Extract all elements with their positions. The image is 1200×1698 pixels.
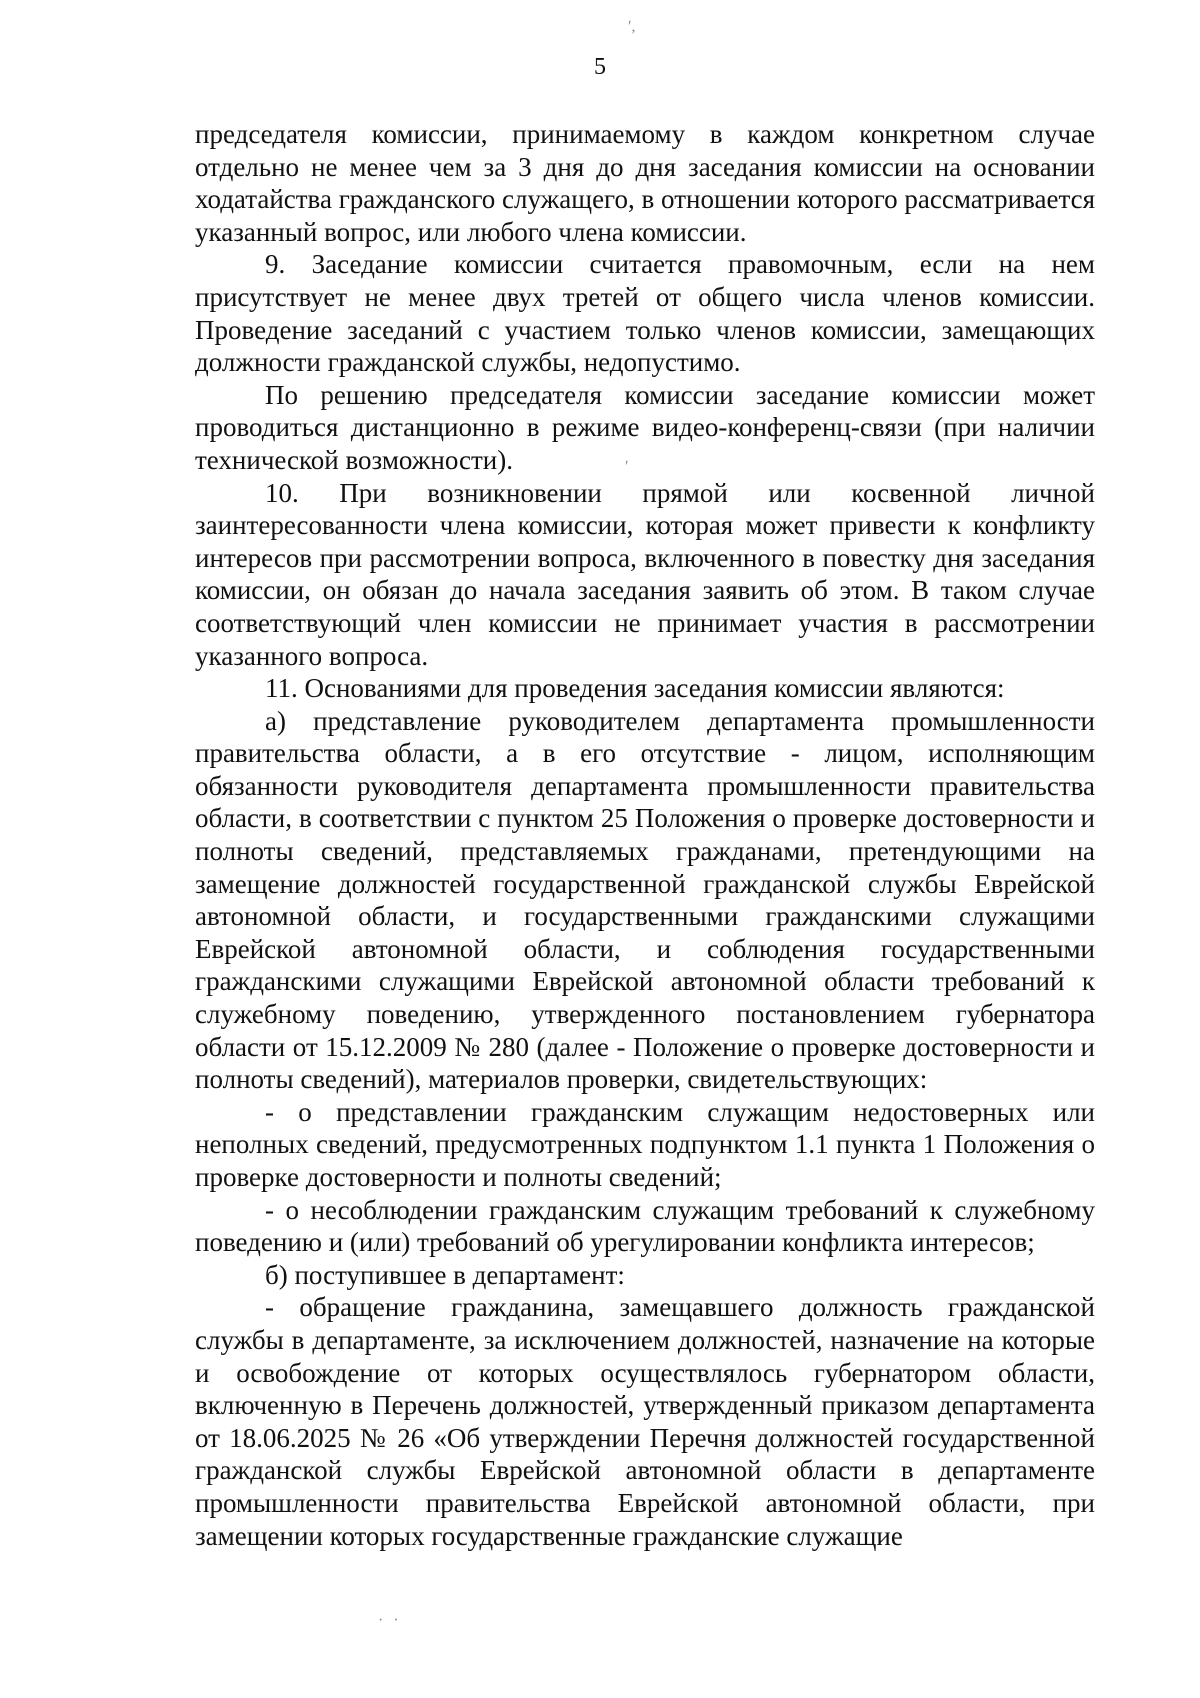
paragraph-item-11: 11. Основаниями для проведения заседания комиссии являются:	[265, 673, 1005, 704]
paragraph-bullet-inaccurate-info: - о представлении гражданским служащим недостоверных или неполных сведений, предусмотренных подпунктом 1.1 пункта 1 Положения о проверке достоверности и полноты сведений;	[195, 1096, 1095, 1192]
paragraph-item-10: 10. При возникновении прямой или косвенной личной заинтересованности члена комиссии, которая может привести к конфликту интересов при рассмотрении вопроса, включенного в повестку дня заседания комиссии, он обязан до начала заседания заявить об этом. В таком случае соответствующий член комиссии не принимает участия в рассмотрении указанного вопроса.	[195, 477, 1095, 671]
page-number: 5	[594, 54, 606, 80]
paragraph-continuation: председателя комиссии, принимаемому в каждом конкретном случае отдельно не менее чем за 3 дня до дня заседания комиссии на основании ходатайства гражданского служащего, в отношении которого рассматривается указанный вопрос, или любого члена комиссии.	[195, 119, 1095, 247]
paragraph-subitem-b: б) поступившее в департамент:	[265, 1259, 625, 1290]
scan-artifact: ʹ,	[628, 18, 636, 35]
scan-artifact: ʹ	[625, 458, 629, 475]
paragraph-bullet-conduct-violation: - о несоблюдении гражданским служащим требований к служебному поведению и (или) требований об урегулировании конфликта интересов;	[195, 1194, 1095, 1258]
document-body	[195, 118, 1095, 1552]
paragraph-bullet-citizen-appeal: - обращение гражданина, замещавшего должность гражданской службы в департаменте, за исключением должностей, назначение на которые и освобождение от которых осуществлялось губернатором области, включенную в Перечень должностей, утвержденный приказом департамента от 18.06.2025 № 26 «Об утверждении Перечня должностей государственной гражданской службы Еврейской автономной области в департаменте промышленности правительства Еврейской автономной области, при замещении которых государственные гражданские служащие	[195, 1292, 1095, 1551]
paragraph-item-9: 9. Заседание комиссии считается правомочным, если на нем присутствует не менее двух третей от общего числа членов комиссии. Проведение заседаний с участием только членов комиссии, замещающих должности гражданской службы, недопустимо.	[195, 249, 1095, 378]
scan-artifact: · ·	[378, 1612, 402, 1629]
paragraph-remote-meeting: По решению председателя комиссии заседание комиссии может проводиться дистанционно в режиме видео-конференц-связи (при наличии технической возможности).	[195, 379, 1095, 475]
paragraph-subitem-a: а) представление руководителем департамента промышленности правительства области, а в его отсутствие - лицом, исполняющим обязанности руководителя департамента промышленности правительства области, в соответствии с пунктом 25 Положения о проверке достоверности и полноты сведений, представляемых гражданами, претендующими на замещение должностей государственной гражданской службы Еврейской автономной области, и государственными гражданскими служащими Еврейской автономной области, и соблюдения государственными гражданскими служащими Еврейской автономной области требований к служебному поведению, утвержденного постановлением губернатора области от 15.12.2009 № 280 (далее - Положение о проверке достоверности и полноты сведений), материалов проверки, свидетельствующих:	[195, 705, 1095, 1095]
